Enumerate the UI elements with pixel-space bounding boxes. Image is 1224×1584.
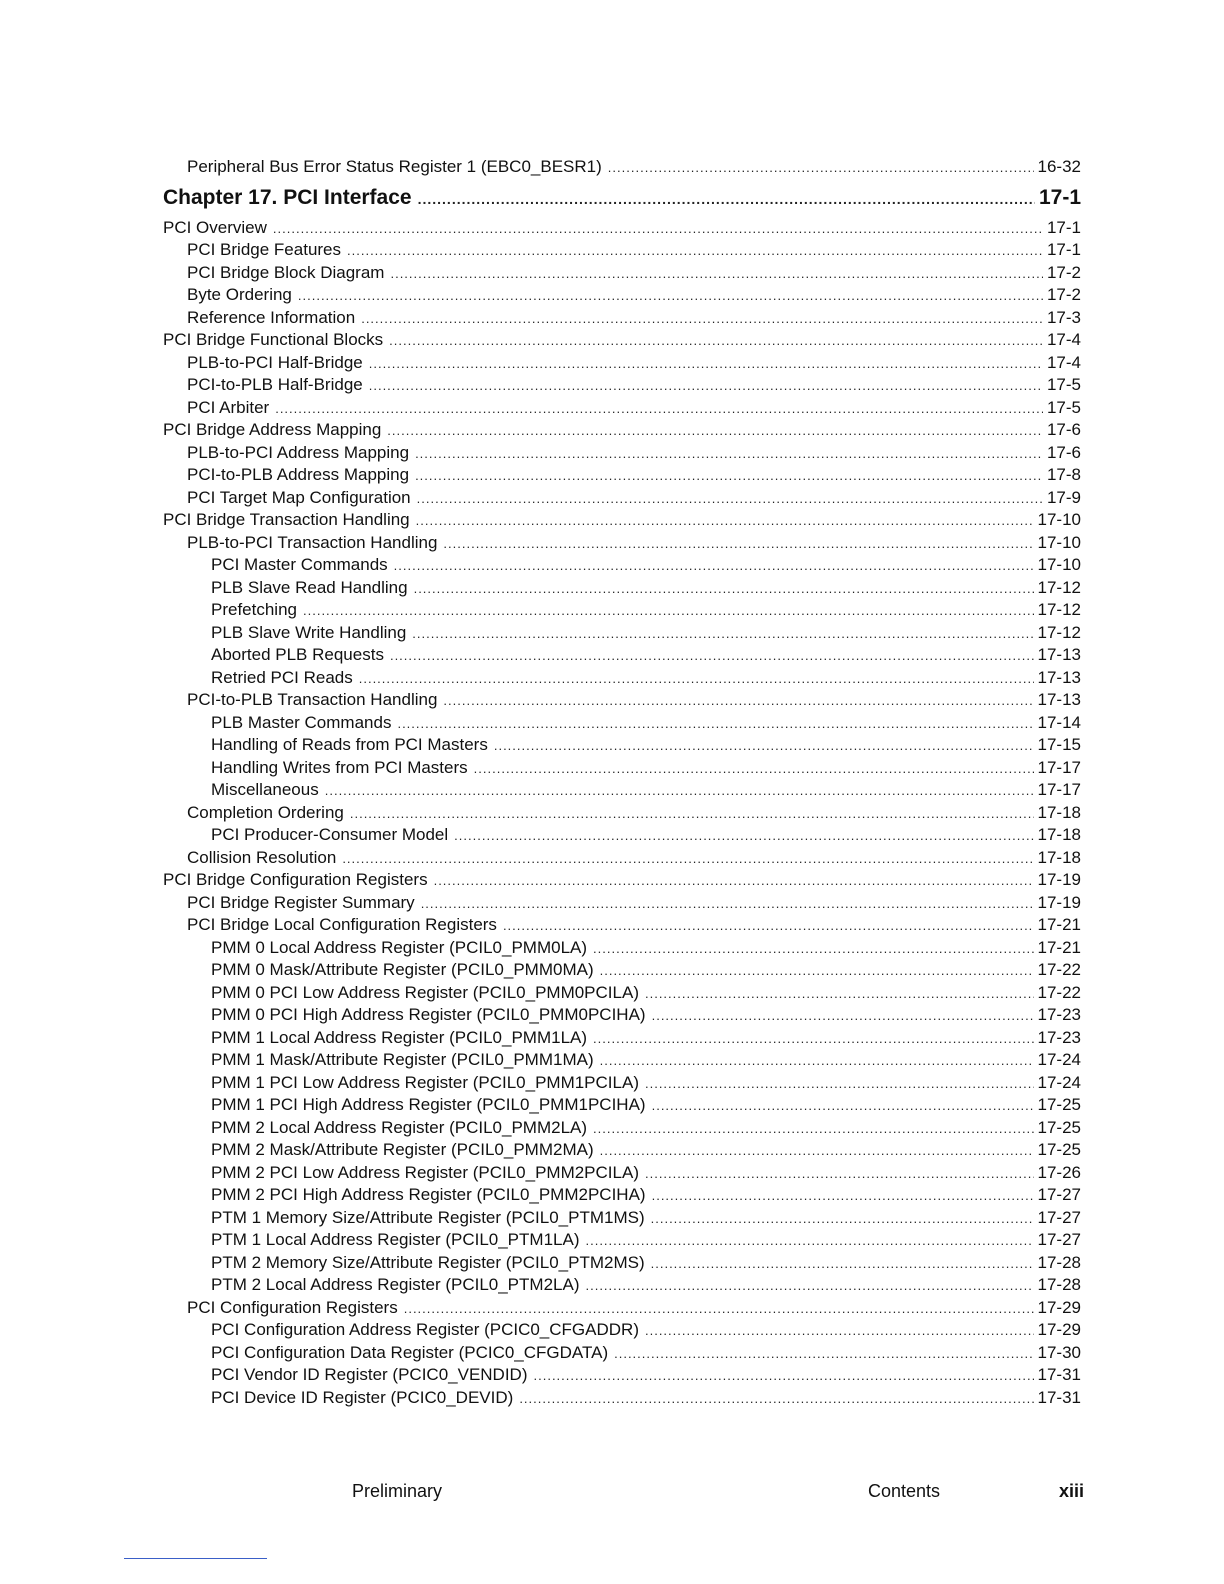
toc-chapter-entry[interactable] [163,179,1081,217]
toc-entry-title: PMM 0 Mask/Attribute Register (PCIL0_PMM0MA) [211,960,594,979]
toc-entry[interactable] [163,1027,1081,1050]
dot-leader [369,375,1043,398]
toc-entry-title: PMM 2 PCI High Address Register (PCIL0_PMM2PCIHA) [211,1185,646,1204]
toc-entry-title: PMM 2 Local Address Register (PCIL0_PMM2LA) [211,1117,588,1137]
toc-entry-title: Peripheral Bus Error Status Register 1 (EBC0_BESR1) [187,157,602,176]
dot-leader [652,1095,1034,1118]
toc-entry[interactable] [163,1094,1081,1117]
dot-leader [359,668,1034,691]
toc-entry-page: 17-5 [1046,397,1081,417]
dot-leader [387,420,1043,443]
toc-entry[interactable] [163,1387,1081,1410]
toc-entry-page: 17-31 [1037,1387,1081,1407]
toc-entry-page: 17-22 [1037,960,1081,979]
toc-entry-page: 17-25 [1037,1095,1081,1114]
toc-entry-title: PCI Configuration Registers [187,1297,398,1317]
toc-entry-title: Byte Ordering [187,285,292,304]
toc-entry-title: PCI Vendor ID Register (PCIC0_VENDID) [211,1365,528,1384]
toc-entry-page: 17-27 [1037,1230,1081,1249]
toc-entry-page: 17-17 [1037,780,1081,799]
toc-entry[interactable] [163,374,1081,397]
toc-entry-page: 17-2 [1046,262,1081,282]
toc-entry-page: 17-25 [1037,1140,1081,1159]
toc-entry-page: 17-9 [1046,487,1081,507]
toc-entry-title: PCI-to-PLB Half-Bridge [187,375,363,394]
toc-entry-page: 17-23 [1037,1005,1081,1024]
toc-entry[interactable] [163,892,1081,915]
dot-leader [534,1365,1034,1388]
toc-entry-title: PMM 1 PCI High Address Register (PCIL0_PMM1PCIHA) [211,1095,646,1114]
toc-entry-page: 17-25 [1037,1117,1081,1137]
toc-entry[interactable] [163,644,1081,667]
toc-entry-title: PLB Master Commands [211,712,392,732]
toc-entry-title: Handling Writes from PCI Masters [211,757,468,777]
toc-entry-title: PMM 0 PCI High Address Register (PCIL0_PMM0PCIHA) [211,1005,646,1024]
toc-entry[interactable] [163,577,1081,600]
toc-entry[interactable] [163,1229,1081,1252]
toc-entry-title: PMM 2 PCI Low Address Register (PCIL0_PMM2PCILA) [211,1162,639,1182]
dot-leader [347,240,1043,263]
toc-entry[interactable] [163,824,1081,847]
toc-entry-title: PCI-to-PLB Address Mapping [187,465,410,484]
toc-entry-title: PLB-to-PCI Half-Bridge [187,352,363,372]
toc-entry-page: 17-13 [1037,667,1081,687]
dot-leader [652,1005,1034,1028]
toc-entry[interactable] [163,1364,1081,1387]
dot-leader [342,848,1033,871]
dot-leader [645,1320,1034,1343]
dot-leader [608,157,1034,180]
toc-entry[interactable] [163,1252,1081,1275]
toc-entry-title: PMM 0 PCI Low Address Register (PCIL0_PMM0PCILA) [211,982,639,1002]
toc-entry-title: PCI Target Map Configuration [187,487,411,507]
dot-leader [389,330,1043,353]
toc-entry[interactable] [163,1004,1081,1027]
toc-entry[interactable] [163,156,1081,179]
toc-entry[interactable] [163,599,1081,622]
dot-leader [394,555,1034,578]
toc-entry[interactable] [163,712,1081,735]
toc-entry-page: 17-15 [1037,735,1081,754]
dot-leader [593,938,1033,961]
toc-entry[interactable] [163,397,1081,420]
toc-entry[interactable] [163,464,1081,487]
toc-entry-title: Collision Resolution [187,847,337,867]
toc-entry-page: 17-21 [1037,915,1081,934]
table-of-contents [163,156,1081,1409]
dot-leader [600,1050,1034,1073]
dot-leader [412,623,1033,646]
dot-leader [273,218,1043,241]
toc-entry[interactable] [163,847,1081,870]
dot-leader [361,308,1043,331]
dot-leader [397,713,1033,736]
toc-entry-page: 17-27 [1037,1185,1081,1204]
toc-entry-title: Chapter 17. PCI Interface [163,185,412,209]
toc-entry-page: 17-1 [1046,240,1081,259]
toc-entry[interactable] [163,757,1081,780]
toc-entry[interactable] [163,689,1081,712]
toc-entry-page: 17-13 [1037,645,1081,664]
toc-entry-page: 17-13 [1037,690,1081,709]
dot-leader [418,180,1035,218]
toc-entry-page: 17-12 [1037,577,1081,597]
toc-entry-title: PCI Bridge Transaction Handling [163,510,410,529]
toc-entry[interactable] [163,239,1081,262]
toc-entry-page: 17-31 [1037,1365,1081,1384]
toc-entry-title: PTM 2 Local Address Register (PCIL0_PTM2LA) [211,1275,580,1294]
toc-entry[interactable] [163,622,1081,645]
toc-entry[interactable] [163,307,1081,330]
dot-leader [474,758,1034,781]
toc-entry[interactable] [163,1297,1081,1320]
toc-entry-page: 17-4 [1046,352,1081,372]
toc-entry[interactable] [163,217,1081,240]
dot-leader [494,735,1034,758]
toc-entry-title: Miscellaneous [211,780,319,799]
toc-entry-title: PMM 1 PCI Low Address Register (PCIL0_PMM1PCILA) [211,1072,639,1092]
toc-entry-page: 17-6 [1046,420,1081,439]
toc-entry[interactable] [163,1207,1081,1230]
toc-entry[interactable] [163,1274,1081,1297]
toc-entry[interactable] [163,937,1081,960]
toc-entry-title: PCI Overview [163,217,267,237]
toc-entry-title: Prefetching [211,600,297,619]
toc-entry-page: 17-10 [1037,532,1081,552]
dot-leader [614,1343,1033,1366]
footer-section-title: Contents [868,1481,941,1501]
toc-entry-page: 17-17 [1037,757,1081,777]
toc-entry-page: 17-21 [1037,937,1081,957]
toc-entry-title: Retried PCI Reads [211,667,353,687]
toc-entry-title: PLB-to-PCI Transaction Handling [187,532,438,552]
dot-leader [651,1253,1034,1276]
toc-entry[interactable] [163,959,1081,982]
dot-leader [454,825,1033,848]
toc-entry-page: 17-3 [1046,307,1081,327]
toc-entry-page: 17-18 [1037,802,1081,822]
toc-entry-title: PTM 1 Memory Size/Attribute Register (PCIL0_PTM1MS) [211,1207,645,1227]
dot-leader [645,1073,1034,1096]
page-number: xiii [1059,1481,1085,1501]
toc-entry[interactable] [163,532,1081,555]
toc-entry-title: PMM 2 Mask/Attribute Register (PCIL0_PMM2MA) [211,1140,594,1159]
toc-entry[interactable] [163,802,1081,825]
toc-entry[interactable] [163,1049,1081,1072]
dot-leader [303,600,1034,623]
toc-entry[interactable] [163,779,1081,802]
dot-leader [369,353,1043,376]
toc-entry-page: 17-1 [1038,185,1081,209]
toc-entry-page: 17-18 [1037,825,1081,844]
toc-entry-page: 17-19 [1037,892,1081,912]
toc-entry[interactable] [163,734,1081,757]
toc-entry-title: PTM 2 Memory Size/Attribute Register (PCIL0_PTM2MS) [211,1252,645,1272]
toc-entry-title: PCI Bridge Register Summary [187,892,415,912]
dot-leader [404,1298,1034,1321]
toc-entry[interactable] [163,1162,1081,1185]
toc-entry[interactable] [163,352,1081,375]
toc-entry-title: PCI Master Commands [211,555,388,574]
toc-entry[interactable] [163,914,1081,937]
toc-entry-title: PLB Slave Write Handling [211,622,407,642]
toc-entry-title: PCI-to-PLB Transaction Handling [187,690,438,709]
dot-leader [350,803,1034,826]
dot-leader [298,285,1043,308]
dot-leader [593,1028,1033,1051]
dot-leader [415,465,1043,488]
toc-entry-title: PTM 1 Local Address Register (PCIL0_PTM1LA) [211,1230,580,1249]
toc-entry-page: 17-4 [1046,330,1081,349]
toc-entry-page: 17-28 [1037,1252,1081,1272]
toc-entry[interactable] [163,329,1081,352]
toc-entry-page: 17-10 [1037,510,1081,529]
toc-entry-page: 17-22 [1037,982,1081,1002]
toc-entry[interactable] [163,1319,1081,1342]
toc-entry-title: PLB Slave Read Handling [211,577,408,597]
toc-entry-page: 17-5 [1046,375,1081,394]
toc-entry[interactable] [163,509,1081,532]
bottom-rule [124,1558,267,1559]
toc-entry-page: 17-29 [1037,1297,1081,1317]
dot-leader [593,1118,1033,1141]
toc-entry-page: 17-28 [1037,1275,1081,1294]
toc-entry-title: Completion Ordering [187,802,344,822]
toc-entry-title: PMM 0 Local Address Register (PCIL0_PMM0LA) [211,937,588,957]
toc-entry[interactable] [163,262,1081,285]
toc-entry-page: 17-24 [1037,1050,1081,1069]
toc-entry-title: PCI Bridge Functional Blocks [163,330,384,349]
toc-entry[interactable] [163,667,1081,690]
dot-leader [414,578,1034,601]
toc-entry-page: 17-2 [1046,285,1081,304]
toc-entry-title: PCI Arbiter [187,397,270,417]
dot-leader [443,690,1033,713]
toc-entry-page: 17-26 [1037,1162,1081,1182]
toc-entry-page: 17-8 [1046,465,1081,484]
toc-entry-page: 17-1 [1046,217,1081,237]
dot-leader [417,488,1043,511]
toc-entry-page: 17-29 [1037,1320,1081,1339]
toc-entry[interactable] [163,1342,1081,1365]
toc-entry-page: 17-19 [1037,870,1081,889]
dot-leader [519,1388,1033,1411]
toc-entry[interactable] [163,554,1081,577]
dot-leader [600,1140,1034,1163]
toc-entry-title: PCI Device ID Register (PCIC0_DEVID) [211,1387,514,1407]
toc-entry[interactable] [163,487,1081,510]
dot-leader [434,870,1034,893]
dot-leader [390,263,1043,286]
toc-entry-page: 17-14 [1037,712,1081,732]
toc-entry-page: 17-27 [1037,1207,1081,1227]
toc-entry-title: PMM 1 Local Address Register (PCIL0_PMM1LA) [211,1027,588,1047]
toc-entry-title: PCI Bridge Configuration Registers [163,870,428,889]
dot-leader [416,510,1034,533]
toc-entry-title: PCI Bridge Local Configuration Registers [187,915,497,934]
dot-leader [585,1230,1033,1253]
toc-entry-page: 17-24 [1037,1072,1081,1092]
toc-entry-title: PCI Configuration Data Register (PCIC0_CFGDATA) [211,1342,609,1362]
toc-entry[interactable] [163,1072,1081,1095]
toc-entry-page: 17-12 [1037,600,1081,619]
toc-entry[interactable] [163,284,1081,307]
dot-leader [645,983,1034,1006]
toc-entry[interactable] [163,869,1081,892]
dot-leader [652,1185,1034,1208]
toc-entry[interactable] [163,982,1081,1005]
dot-leader [275,398,1043,421]
toc-entry-page: 17-18 [1037,847,1081,867]
toc-entry[interactable] [163,419,1081,442]
toc-entry[interactable] [163,1184,1081,1207]
dot-leader [421,893,1034,916]
toc-entry-title: PMM 1 Mask/Attribute Register (PCIL0_PMM1MA) [211,1050,594,1069]
toc-entry[interactable] [163,1117,1081,1140]
toc-entry-title: Aborted PLB Requests [211,645,384,664]
toc-entry-page: 17-10 [1037,555,1081,574]
toc-entry-title: PCI Producer-Consumer Model [211,825,449,844]
dot-leader [645,1163,1034,1186]
toc-entry[interactable] [163,442,1081,465]
dot-leader [585,1275,1033,1298]
toc-entry[interactable] [163,1139,1081,1162]
dot-leader [390,645,1034,668]
toc-entry-page: 17-12 [1037,622,1081,642]
toc-entry-title: PCI Configuration Address Register (PCIC0_CFGADDR) [211,1320,639,1339]
toc-entry-title: PCI Bridge Features [187,240,342,259]
toc-entry-title: Reference Information [187,307,356,327]
toc-entry-page: 17-6 [1046,442,1081,462]
toc-entry-title: PLB-to-PCI Address Mapping [187,442,410,462]
toc-entry-page: 17-23 [1037,1027,1081,1047]
dot-leader [503,915,1034,938]
toc-entry-title: PCI Bridge Address Mapping [163,420,382,439]
dot-leader [651,1208,1034,1231]
toc-entry-page: 16-32 [1037,157,1081,176]
toc-entry-title: Handling of Reads from PCI Masters [211,735,488,754]
dot-leader [325,780,1034,803]
toc-entry-title: PCI Bridge Block Diagram [187,262,385,282]
dot-leader [443,533,1033,556]
dot-leader [600,960,1034,983]
dot-leader [415,443,1043,466]
toc-entry-page: 17-30 [1037,1342,1081,1362]
footer-status: Preliminary [352,1481,443,1501]
